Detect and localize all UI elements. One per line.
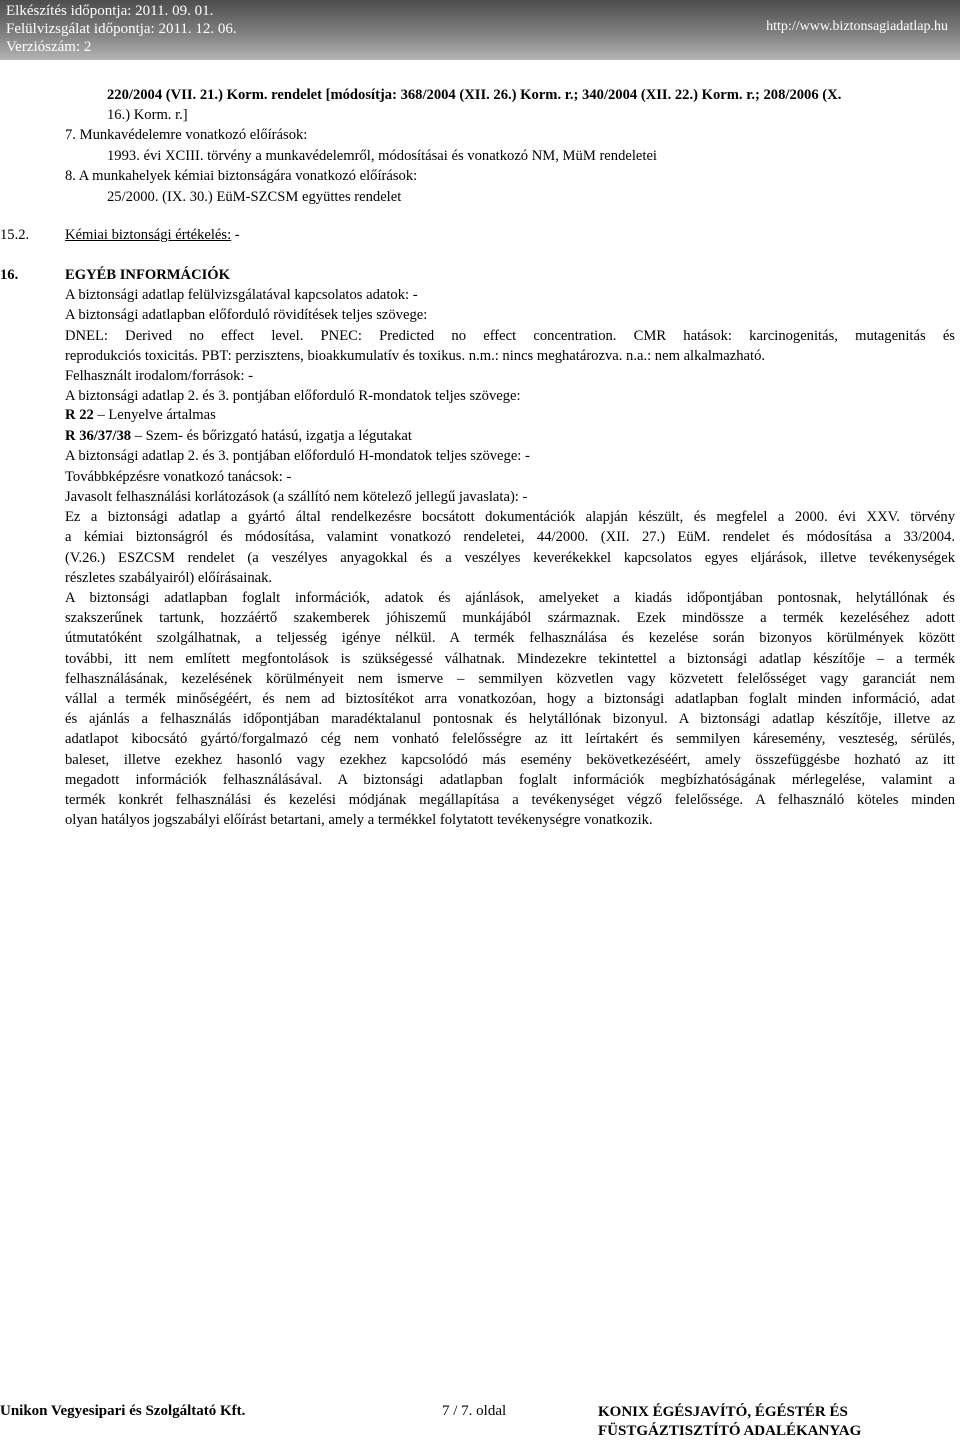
- website-link[interactable]: http://www.biztonsagiadatlap.hu: [766, 19, 948, 34]
- text-line: részletes szabályairól) előírásainak.: [65, 570, 273, 586]
- section-title: [65, 225, 240, 245]
- text-line: vállal a termék minőségéért, és nem ad biztosítékot arra vonatkozóan, hogy a biztonsági adatlapban foglalt minden információ, adat: [65, 691, 955, 707]
- section-value: -: [231, 227, 240, 243]
- text-line: Javasolt felhasználási korlátozások (a szállító nem kötelező jellegű javaslata): -: [65, 489, 528, 505]
- text-line: termék konkrét felhasználási és kezelési módjának megállapítása a tevékenységet végző felelőssége. A felhasználó köteles minden: [65, 792, 955, 808]
- text-line: A biztonsági adatlap felülvizsgálatával kapcsolatos adatok: -: [65, 287, 418, 303]
- section-label: Kémiai biztonsági értékelés:: [65, 227, 232, 243]
- section-title: EGYÉB INFORMÁCIÓK: [65, 267, 230, 283]
- document-header: [0, 0, 960, 60]
- text-line: Felhasznált irodalom/források: -: [65, 368, 254, 384]
- text-line: felhasználásának, kezelésének körülményeit nem ismerve – semmilyen közvetlen vagy közvetett felelősséget vagy garanciát nem: [65, 671, 955, 687]
- r-phrase-line: [65, 405, 216, 425]
- r-phrase-text: – Lenyelve ártalmas: [93, 407, 216, 423]
- revision-date: Felülvizsgálat időpontja: 2011. 12. 06.: [6, 21, 237, 37]
- text-line: útmutatóként szolgálhatnak, a teljesség igénye nélkül. A termék felhasználása és kezelése során bizonyos körülmények között: [65, 630, 955, 646]
- text-line: megadott információk felhasználásával. A biztonsági adatlapban foglalt információk megbízhatóságának mérlegelése, valamint a: [65, 772, 955, 788]
- creation-date: Elkészítés időpontja: 2011. 09. 01.: [6, 3, 214, 19]
- text-line: szakszerűnek tartunk, hozzáértő szakemberek jóhiszemű munkájából származnak. Ezek mindössze a termék kezeléséhez adott: [65, 610, 955, 626]
- page-number: 7 / 7. oldal: [442, 1403, 507, 1419]
- section-number: 16.: [0, 267, 19, 283]
- regulation-heading: 7. Munkavédelemre vonatkozó előírások:: [65, 127, 308, 143]
- text-line: olyan hatályos jogszabályi előírást betartani, amely a termékkel folytatott tevékenységre vonatkozik.: [65, 812, 653, 828]
- footer-company: Unikon Vegyesipari és Szolgáltató Kft.: [0, 1403, 246, 1419]
- r-phrase-code: R 36/37/38: [65, 428, 132, 444]
- text-line: további, itt nem említett megfontolások is szükségessé válhatnak. Mindezekre tekintettel a biztonsági adatlap készítője – a termék: [65, 651, 955, 667]
- r-phrase-text: – Szem- és bőrizgató hatású, izgatja a légutakat: [131, 428, 412, 444]
- text-line: DNEL: Derived no effect level. PNEC: Predicted no effect concentration. CMR hatások: karcinogenitás, mutagenitás és: [65, 328, 955, 344]
- footer-product-line: FÜSTGÁZTISZTÍTÓ ADALÉKANYAG: [598, 1423, 862, 1439]
- text-line: (V.26.) ESZCSM rendelet (a veszélyes anyagokkal és a veszélyes keverékekkel kapcsolatos egyes eljárások, illetve tevékenységek: [65, 550, 955, 566]
- text-line: baleset, illetve ezekhez hasonló vagy ezekhez kapcsolódó más esemény bekövetkezéséért, amely összefüggésbe hozható az itt: [65, 752, 955, 768]
- regulation-line: 1993. évi XCIII. törvény a munkavédelemről, módosításai és vonatkozó NM, MüM rendeletei: [107, 148, 657, 164]
- text-line: A biztonsági adatlapban előforduló rövidítések teljes szövege:: [65, 307, 428, 323]
- version-number: Verziószám: 2: [6, 39, 92, 55]
- text-line: reprodukciós toxicitás. PBT: perzisztens, bioakkumulatív és toxikus. n.m.: nincs meghatározva. n.a.: nem alkalmazható.: [65, 348, 766, 364]
- regulation-line: [107, 85, 841, 105]
- regulation-line: 25/2000. (IX. 30.) EüM-SZCSM együttes rendelet: [107, 189, 402, 205]
- regulation-text: 220/2004 (VII. 21.) Korm. rendelet [módosítja: 368/2004 (XII. 26.) Korm. r.; 340/2004 (XII. 22.) Korm. r.; 208/2006 (X.: [107, 87, 842, 103]
- text-line: A biztonsági adatlap 2. és 3. pontjában előforduló R-mondatok teljes szövege:: [65, 388, 521, 404]
- text-line: A biztonsági adatlap 2. és 3. pontjában előforduló H-mondatok teljes szövege: -: [65, 448, 530, 464]
- text-line: adatlapot kibocsátó gyártó/forgalmazó cég nem vonható felelősségre az itt leírtakért és semmilyen káresemény, veszteség, sérülés,: [65, 731, 955, 747]
- r-phrase-code: R 22: [65, 407, 94, 423]
- text-line: Továbbképzésre vonatkozó tanácsok: -: [65, 469, 292, 485]
- footer-product: [598, 1403, 861, 1441]
- r-phrase-line: [65, 426, 412, 446]
- regulation-heading: 8. A munkahelyek kémiai biztonságára vonatkozó előírások:: [65, 168, 418, 184]
- footer-product-line: KONIX ÉGÉSJAVÍTÓ, ÉGÉSTÉR ÉS: [598, 1404, 848, 1420]
- text-line: A biztonsági adatlapban foglalt információk, adatok és ajánlások, amelyeket a kiadás időpontjában pontosnak, helytállónak és: [65, 590, 955, 606]
- text-line: a kémiai biztonságról és módosítása, valamint vonatkozó rendeletei, 44/2000. (XII. 27.) EüM. rendelet és módosítása a 33/2004.: [65, 529, 955, 545]
- text-line: és ajánlás a felhasználás időpontjában maradéktalanul pontosnak és helytállónak bizonyul. A biztonsági adatlap készítője, illetve az: [65, 711, 955, 727]
- regulation-line: 16.) Korm. r.]: [107, 107, 188, 123]
- section-number: 15.2.: [0, 227, 30, 243]
- text-line: Ez a biztonsági adatlap a gyártó által rendelkezésre bocsátott dokumentációk alapján készült, és megfelel a 2000. évi XXV. törvény: [65, 509, 955, 525]
